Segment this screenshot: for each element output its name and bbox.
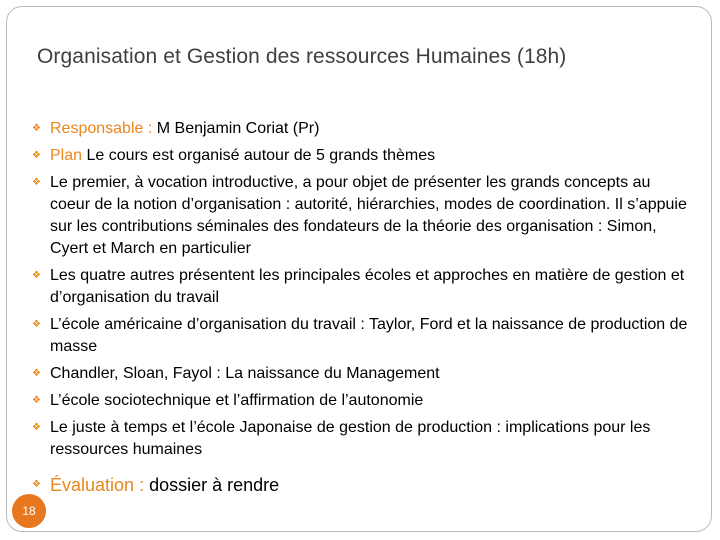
feather-bullet-icon: ❖ xyxy=(32,270,41,281)
feather-bullet-icon: ❖ xyxy=(32,395,41,406)
bullet-separator: : xyxy=(143,120,157,137)
bullet-text: dossier à rendre xyxy=(149,475,280,495)
bullet-text: Chandler, Sloan, Fayol : La naissance du Management xyxy=(50,365,440,382)
bullet-theme-american-school xyxy=(32,314,692,358)
bullet-theme-management xyxy=(32,363,692,385)
bullet-theme-just-in-time xyxy=(32,417,692,461)
bullet-text: Le premier, à vocation introductive, a pour objet de présenter les grands concepts au coeur de la notion d’organisation : autorité, hiérarchies, modes de coordination. Il s’appuie sur les contributions séminales des fondateurs de la théorie des organisation : Simon, Cyert et March en particulier xyxy=(50,174,687,257)
bullet-responsable xyxy=(32,118,692,140)
bullet-theme-intro xyxy=(32,172,692,260)
bullet-label: Évaluation xyxy=(50,475,135,495)
feather-bullet-icon: ❖ xyxy=(32,150,41,161)
bullet-text: Les quatre autres présentent les principales écoles et approches en matière de gestion et d’organisation du travail xyxy=(50,267,685,306)
bullet-text: L’école sociotechnique et l’affirmation de l’autonomie xyxy=(50,392,424,409)
bullet-text: Le cours est organisé autour de 5 grands thèmes xyxy=(86,147,436,164)
bullet-theme-others xyxy=(32,265,692,309)
slide-title: Organisation et Gestion des ressources Humaines (18h) xyxy=(37,45,567,68)
bullet-text: Le juste à temps et l’école Japonaise de gestion de production : implications pour les ressources humaines xyxy=(50,419,651,458)
bullet-theme-sociotechnical xyxy=(32,390,692,412)
feather-bullet-icon: ❖ xyxy=(32,177,41,188)
bullet-list xyxy=(32,118,692,497)
feather-bullet-icon: ❖ xyxy=(32,319,41,330)
bullet-evaluation xyxy=(32,473,692,497)
page-number-badge: 18 xyxy=(12,494,46,528)
bullet-text: M Benjamin Coriat (Pr) xyxy=(156,120,320,137)
bullet-plan xyxy=(32,145,692,167)
bullet-label: Plan xyxy=(50,147,83,164)
bullet-text: L’école américaine d’organisation du travail : Taylor, Ford et la naissance de production de masse xyxy=(50,316,688,355)
bullet-label: Responsable xyxy=(50,120,144,137)
bullet-separator: : xyxy=(134,475,150,495)
feather-bullet-icon: ❖ xyxy=(32,123,41,134)
feather-bullet-icon: ❖ xyxy=(32,422,41,433)
feather-bullet-icon: ❖ xyxy=(32,368,41,379)
feather-bullet-icon: ❖ xyxy=(32,479,41,490)
